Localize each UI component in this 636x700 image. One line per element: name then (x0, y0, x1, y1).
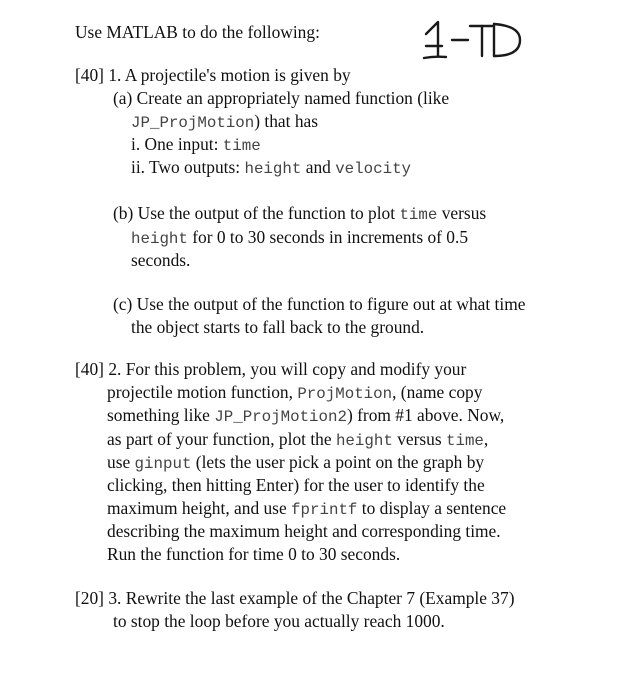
problem1-part-a-line1 (113, 87, 449, 109)
problem1-part-b-line2 (131, 226, 468, 250)
problem2-line3 (107, 404, 504, 428)
code-fprintf: fprintf (291, 501, 358, 519)
problem2-text2b: , (name copy (392, 382, 483, 402)
problem2-text6: clicking, then hitting Enter) for the user to identify the (107, 475, 485, 495)
part-c-text2: the object starts to fall back to the ground. (131, 317, 425, 337)
problem2-number: 2. (108, 359, 122, 379)
problem2-line8 (107, 520, 501, 542)
problem2-text4b: versus (397, 429, 442, 449)
code-jp-projmotion2: JP_ProjMotion2 (214, 408, 347, 426)
problem3-line1 (75, 587, 515, 609)
part-a-label: (a) (113, 88, 133, 108)
problem2-text5a: use (107, 452, 131, 472)
code-jp-projmotion: JP_ProjMotion (131, 114, 255, 132)
code-projmotion: ProjMotion (297, 385, 393, 403)
part-a-text2: ) that has (254, 111, 318, 131)
instruction-heading (75, 21, 320, 43)
problem1-points: [40] (75, 65, 104, 85)
code-ginput: ginput (134, 455, 192, 473)
code-height: height (244, 160, 302, 178)
problem3-points: [20] (75, 588, 104, 608)
problem3-text2: to stop the loop before you actually reach 1000. (113, 611, 445, 631)
problem2-text4a: as part of your function, plot the (107, 429, 332, 449)
code-time-b: time (399, 206, 438, 224)
problem1-part-c-line1 (113, 293, 525, 315)
part-b-text4: seconds. (131, 250, 191, 270)
code-time-2: time (445, 432, 484, 450)
problem2-points: [40] (75, 359, 104, 379)
problem1-intro: A projectile's motion is given by (124, 65, 351, 85)
item-ii-label: ii. Two outputs: (131, 157, 241, 177)
problem1-part-c-line2 (131, 316, 424, 338)
code-time: time (222, 137, 261, 155)
problem1-part-b-line3 (131, 249, 190, 271)
problem3-number: 3. (108, 588, 122, 608)
problem2-text1: For this problem, you will copy and modify your (125, 359, 467, 379)
problem2-line9 (107, 543, 400, 565)
part-b-label: (b) (113, 203, 134, 223)
problem1-number: 1. (108, 65, 122, 85)
problem3-text1: Rewrite the last example of the Chapter 7 (Example 37) (125, 588, 515, 608)
item-ii-and: and (305, 157, 331, 177)
problem1-part-a-item-ii (131, 156, 411, 180)
part-b-text3: for 0 to 30 seconds in increments of 0.5 (192, 227, 469, 247)
code-velocity: velocity (335, 160, 412, 178)
problem2-text8: describing the maximum height and corresponding time. (107, 521, 501, 541)
problem1-part-a-item-i (131, 133, 261, 157)
problem2-text9: Run the function for time 0 to 30 seconds. (107, 544, 401, 564)
problem2-line7 (107, 497, 506, 521)
problem2-line6 (107, 474, 485, 496)
problem2-line2 (107, 381, 482, 405)
instruction-text: Use MATLAB to do the following: (75, 22, 320, 42)
part-c-text1: Use the output of the function to figure out at what time (136, 294, 526, 314)
problem2-line4 (107, 428, 488, 452)
problem2-text5b: (lets the user pick a point on the graph by (195, 452, 485, 472)
problem2-text4c: , (483, 429, 489, 449)
code-height-2: height (335, 432, 393, 450)
problem2-text7b: to display a sentence (361, 498, 507, 518)
handwritten-note (420, 16, 530, 62)
part-a-text1: Create an appropriately named function (like (136, 88, 450, 108)
problem2-line1 (75, 358, 466, 380)
problem3-line2 (113, 610, 445, 632)
problem2-text3a: something like (107, 405, 210, 425)
code-height-b: height (131, 230, 188, 248)
problem1-part-a-line2 (131, 110, 318, 134)
part-c-label: (c) (113, 294, 133, 314)
problem2-line5 (107, 451, 484, 475)
problem1-header (75, 64, 351, 86)
part-b-text1: Use the output of the function to plot (137, 203, 396, 223)
problem2-text3b: ) from #1 above. Now, (346, 405, 505, 425)
part-b-text2: versus (441, 203, 487, 223)
problem1-part-b-line1 (113, 202, 486, 226)
problem2-text7a: maximum height, and use (107, 498, 287, 518)
problem2-text2a: projectile motion function, (107, 382, 293, 402)
item-i-label: i. One input: (131, 134, 219, 154)
